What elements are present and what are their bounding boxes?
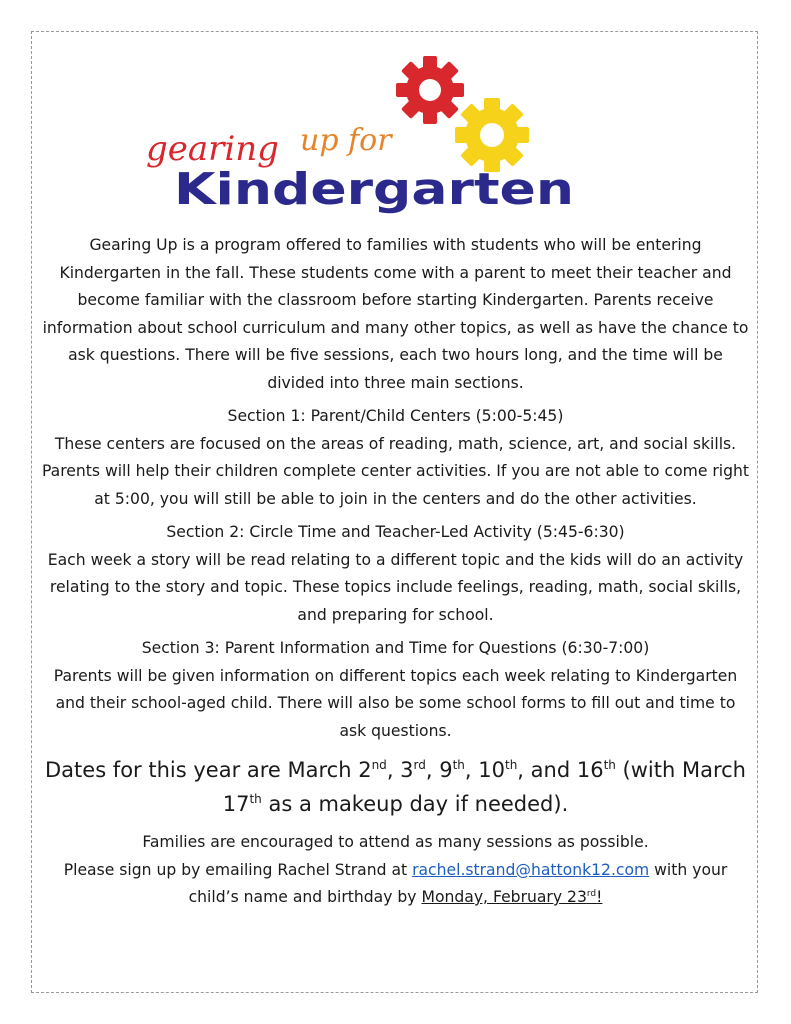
dates-sup-2: rd xyxy=(413,758,426,772)
section-3 xyxy=(40,635,751,745)
intro-paragraph: Gearing Up is a program offered to families with students who will be entering Kindergarten in the fall. These students come with a parent to meet their teacher and become familiar with the classroom before starting Kindergarten. Parents receive information about school curriculum and many other topics, as well as have the chance to ask questions. There will be five sessions, each two hours long, and the time will be divided into three main sections. xyxy=(42,236,749,392)
dates-text-1: Dates for this year are March 2 xyxy=(45,758,372,782)
deadline-end: ! xyxy=(596,888,603,906)
dates-text-4: , 10 xyxy=(464,758,505,782)
yellow-gear-icon xyxy=(455,98,529,172)
dates-text-3: , 9 xyxy=(425,758,453,782)
dates-text-5: , and 16 xyxy=(517,758,604,782)
deadline-date xyxy=(422,888,603,906)
closing-line-1: Families are encouraged to attend as many sessions as possible. xyxy=(142,833,649,851)
deadline-text: Monday, February 23 xyxy=(421,888,587,906)
signup-prefix: Please sign up by emailing Rachel Strand at xyxy=(63,860,413,879)
section-1 xyxy=(40,403,751,513)
dates-text-6: (with March 17 xyxy=(222,758,746,816)
session-dates xyxy=(40,753,751,821)
logo-graphic xyxy=(140,52,580,217)
logo-up-for-text: up for xyxy=(300,123,392,158)
gearing-up-logo xyxy=(140,52,580,217)
deadline-sup: rd xyxy=(586,888,597,899)
flyer-content xyxy=(40,232,751,912)
section-3-title: Section 3: Parent Information and Time for Questions (6:30-7:00) xyxy=(141,639,650,657)
section-1-title: Section 1: Parent/Child Centers (5:00-5:45) xyxy=(227,407,564,425)
section-2-title: Section 2: Circle Time and Teacher-Led Activity (5:45-6:30) xyxy=(166,523,625,541)
dates-text-7: as a makeup day if needed). xyxy=(261,792,569,816)
logo-gearing-text: gearing xyxy=(146,129,279,169)
section-1-body: These centers are focused on the areas of reading, math, science, art, and social skills. Parents will help their children complete center activities. If you are not able to come right at 5:00, you will still be able to join in the centers and do the other activities. xyxy=(41,434,750,508)
dates-text-2: , 3 xyxy=(386,758,414,782)
dates-sup-5: th xyxy=(603,758,616,772)
dates-sup-1: nd xyxy=(371,758,387,772)
section-2 xyxy=(40,519,751,629)
dates-sup-4: th xyxy=(504,758,518,772)
closing-section xyxy=(40,829,751,912)
dates-sup-3: th xyxy=(452,758,465,772)
signup-mid: with your child’s name and birthday by xyxy=(188,860,728,906)
red-gear-icon xyxy=(396,56,464,124)
closing-signup xyxy=(40,857,751,912)
email-link[interactable]: rachel.strand@hattonk12.com xyxy=(412,860,650,879)
dates-sup-6: th xyxy=(249,792,262,806)
section-3-body: Parents will be given information on different topics each week relating to Kindergarten and their school-aged child. There will also be some school forms to fill out and time to ask questions. xyxy=(53,666,738,740)
section-2-body: Each week a story will be read relating to a different topic and the kids will do an activity relating to the story and topic. These topics include feelings, reading, math, social skills, and preparing for school. xyxy=(47,550,744,624)
logo-kindergarten-text: Kindergarten xyxy=(174,164,574,215)
